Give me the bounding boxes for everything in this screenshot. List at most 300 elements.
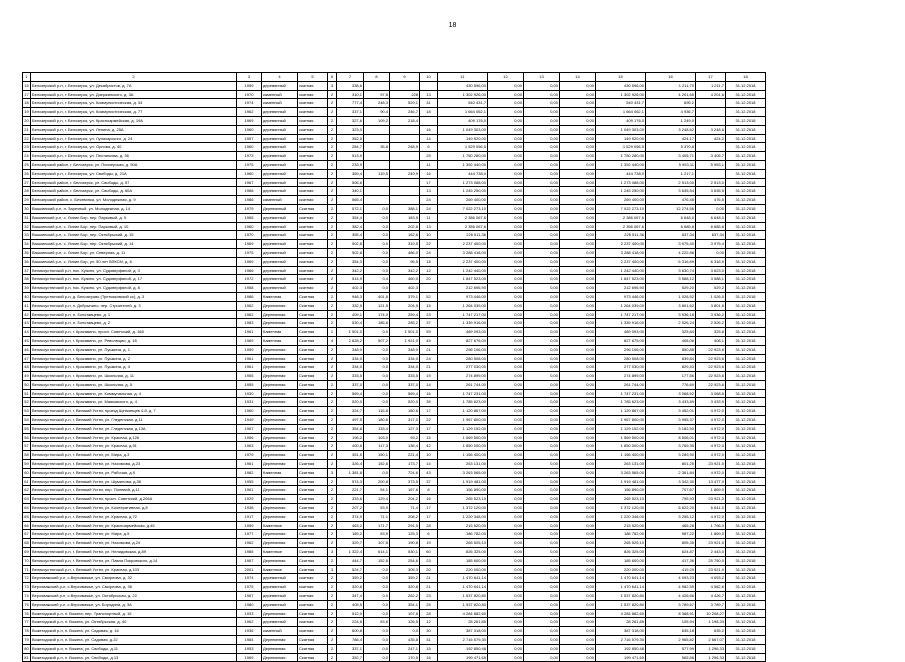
table-cell: 401,6 xyxy=(364,292,390,301)
table-cell: 35 xyxy=(23,248,31,257)
table-cell: 23 xyxy=(420,592,438,601)
table-cell: 0,00 xyxy=(524,380,560,389)
table-cell: Великоустюгский р-н, пос. Кузино, ул. Судоверфяной, д. 8 xyxy=(31,284,237,293)
table-cell: 0,00 xyxy=(560,486,596,495)
table-cell: 21 xyxy=(420,583,438,592)
table-cell: 400,8 xyxy=(337,442,364,451)
table-cell: Каменная xyxy=(262,328,298,337)
table-cell: 1 129 152,00 xyxy=(596,424,646,433)
table-cell: 0,00 xyxy=(524,451,560,460)
table-cell: 1961 xyxy=(237,354,262,363)
table-cell: 15 xyxy=(23,81,31,90)
table-cell: 850,88 xyxy=(646,345,696,354)
table-cell: 0,00 xyxy=(524,424,560,433)
table-cell: 8 xyxy=(420,486,438,495)
table-cell: Вашкинский р-н, с. Липин Бор, пер. Парковый, д. 10 xyxy=(31,222,237,231)
table-cell: 1 198,33 xyxy=(696,618,726,627)
table-cell: 60 xyxy=(23,468,31,477)
table-cell: Великоустюгский р-н, г. Великий Устюг, ул. Нахимова, д.24 xyxy=(31,539,237,548)
table-cell: 2 xyxy=(328,380,337,389)
table-cell: 162,6 xyxy=(390,231,420,240)
table-cell: Вашкинский р-н, с. Липин Бор, пер. Парковый, д. 9 xyxy=(31,213,237,222)
table-cell: 280 508,00 xyxy=(596,354,646,363)
table-cell: 247,1 xyxy=(390,644,420,653)
table-cell: 0,00 xyxy=(524,565,560,574)
table-cell: Белозерский район, г. Белозерск, ул. Свободы, д. 57 xyxy=(31,178,237,187)
table-cell: 3 xyxy=(328,548,337,557)
table-cell: 1 264 039,00 xyxy=(438,301,488,310)
table-cell: 15 xyxy=(420,433,438,442)
page-number: 18 xyxy=(448,22,457,29)
table-cell: 795,93 xyxy=(646,495,696,504)
table-cell: 2 356 067,6 xyxy=(438,222,488,231)
table-cell: 0,00 xyxy=(488,609,524,618)
table-row xyxy=(23,583,766,592)
table-cell: 0,00 xyxy=(560,433,596,442)
table-cell: 3 248,62 xyxy=(646,125,696,134)
table-cell: Деревянная xyxy=(262,398,298,407)
table-cell: 54,1 xyxy=(364,486,390,495)
table-cell: 0,00 xyxy=(560,495,596,504)
table-cell: 0,00 xyxy=(524,240,560,249)
table-cell: 0,00 xyxy=(560,160,596,169)
table-cell: 1 392 440,00 xyxy=(596,160,646,169)
table-cell: 23 921,0 xyxy=(696,539,726,548)
table-cell: 0,00 xyxy=(696,248,726,257)
table-cell: 2 xyxy=(328,451,337,460)
table-cell: Деревянная xyxy=(262,319,298,328)
table-cell: Вожегодский р-н, п. Вожега, ул. Октябрьская, д. 40 xyxy=(31,618,237,627)
table-cell: 319,5 xyxy=(390,240,420,249)
register-table xyxy=(22,72,766,662)
table-cell: 129,4 xyxy=(364,495,390,504)
table-cell: Деревянная xyxy=(262,512,298,521)
table-cell: 1967 xyxy=(237,556,262,565)
table-cell: 0,00 xyxy=(524,81,560,90)
table-cell: 1 273 088,00 xyxy=(438,178,488,187)
table-cell: Великоустюгский р-н, г. Красавино, просп. Советский, д. 168 xyxy=(31,328,237,337)
table-cell: 1959 xyxy=(237,345,262,354)
table-cell: 107,8 xyxy=(390,609,420,618)
table-cell: 0,00 xyxy=(488,636,524,645)
table-cell: 2 xyxy=(328,152,337,161)
table-row xyxy=(23,389,766,398)
table-cell: 2 xyxy=(328,407,337,416)
table-cell: Скатная xyxy=(298,372,328,381)
table-cell: 2 xyxy=(328,389,337,398)
table-cell: Великоустюгский р-н, г. Красавино, ул. Пушкина, д. 1 xyxy=(31,345,237,354)
table-cell: 0,00 xyxy=(488,345,524,354)
table-cell: 46 xyxy=(23,345,31,354)
table-cell: 4 xyxy=(328,336,337,345)
table-cell: 776,69 xyxy=(646,380,696,389)
table-cell: 352,5 xyxy=(337,134,364,143)
table-cell: 520,0 xyxy=(390,398,420,407)
table-cell: 0,00 xyxy=(488,618,524,627)
table-row xyxy=(23,231,766,240)
table-cell: 2 xyxy=(328,266,337,275)
table-cell: 4 426,7 xyxy=(696,592,726,601)
table-cell: 1969 xyxy=(237,116,262,125)
table-cell xyxy=(696,169,726,178)
table-cell: 2 xyxy=(328,301,337,310)
table-cell: 3 936,18 xyxy=(646,310,696,319)
table-cell: 0,00 xyxy=(488,521,524,530)
table-cell: Верховажский р-н, с.Верховажье, ул. Октябрьская, д. 22 xyxy=(31,592,237,601)
table-cell: 127,3 xyxy=(390,424,420,433)
table-cell: 2 628,2 xyxy=(337,336,364,345)
column-number: 16 xyxy=(646,73,696,82)
table-cell: Вожегодский р-н, п. Вожега, ул. Свободы, д.11 xyxy=(31,644,237,653)
table-cell: Каменные xyxy=(262,548,298,557)
table-cell: скатная xyxy=(298,266,328,275)
table-row xyxy=(23,160,766,169)
table-cell: 207,2 xyxy=(337,504,364,513)
table-cell: 0,00 xyxy=(488,134,524,143)
table-row xyxy=(23,319,766,328)
table-cell: 31.12.2018 xyxy=(726,257,766,266)
table-cell: 31 xyxy=(420,636,438,645)
table-cell: 0,0 xyxy=(364,389,390,398)
table-cell: 0,00 xyxy=(488,231,524,240)
table-header-row xyxy=(23,73,766,82)
table-cell: 0,00 xyxy=(488,407,524,416)
table-cell: 334,0 xyxy=(337,363,364,372)
table-cell: 4 972,0 xyxy=(696,424,726,433)
table-cell: 2 667,07 xyxy=(696,636,726,645)
column-number: 15 xyxy=(596,73,646,82)
table-cell: 2 xyxy=(328,125,337,134)
table-cell: 635,18 xyxy=(646,627,696,636)
table-cell: 24 xyxy=(420,248,438,257)
table-cell: 1 967 800,00 xyxy=(438,416,488,425)
table-cell: 0,00 xyxy=(488,442,524,451)
table-cell: 0,00 xyxy=(524,583,560,592)
table-cell: 199 471,65 xyxy=(596,653,646,662)
table-cell: 2 386 067,6 xyxy=(438,213,488,222)
table-cell: 0,00 xyxy=(524,460,560,469)
table-cell: 0,00 xyxy=(488,592,524,601)
table-cell: 2 xyxy=(328,504,337,513)
table-cell: 512,0 xyxy=(337,609,364,618)
table-cell: 0,00 xyxy=(524,204,560,213)
table-cell: Великоустюгский р-н, г. Великий Устюг, ул. Красная, д.91 xyxy=(31,442,237,451)
table-row xyxy=(23,398,766,407)
table-cell: 0,0 xyxy=(364,636,390,645)
table-cell: 530,1 xyxy=(390,548,420,557)
table-cell: 1933 xyxy=(237,609,262,618)
table-cell: 31.12.2018 xyxy=(726,407,766,416)
table-cell: 1955 xyxy=(237,477,262,486)
table-cell: 0,00 xyxy=(524,160,560,169)
table-cell: 1980 xyxy=(237,600,262,609)
table-cell: 1930 xyxy=(237,389,262,398)
table-cell: 196,2 xyxy=(337,433,364,442)
table-cell: 22 xyxy=(420,416,438,425)
table-cell: 574,3 xyxy=(337,477,364,486)
table-cell: 1 220 348,00 xyxy=(438,512,488,521)
table-cell: 0,00 xyxy=(488,468,524,477)
table-cell: 31.12.2018 xyxy=(726,504,766,513)
table-cell: 1 796,0 xyxy=(696,521,726,530)
table-cell: 379,1 xyxy=(390,292,420,301)
table-cell: 1 529 056,5 xyxy=(596,143,646,152)
table-cell: 63 xyxy=(23,495,31,504)
table-cell: 1970 xyxy=(237,231,262,240)
table-cell: 1 847 523,00 xyxy=(596,275,646,284)
table-cell: 186 782,00 xyxy=(596,530,646,539)
table-cell: 460,0 xyxy=(390,275,420,284)
table-cell: 53,9 xyxy=(364,504,390,513)
table-cell: Деревянная xyxy=(262,539,298,548)
table-cell: 801,25 xyxy=(646,460,696,469)
table-cell: 0,0 xyxy=(364,328,390,337)
table-row xyxy=(23,354,766,363)
table-cell: скатная xyxy=(298,116,328,125)
table-cell: 0,00 xyxy=(560,618,596,627)
table-row xyxy=(23,336,766,345)
table-cell: 73 xyxy=(23,583,31,592)
table-cell: 724,6 xyxy=(390,468,420,477)
table-row xyxy=(23,495,766,504)
table-cell: Скатная xyxy=(298,486,328,495)
table-cell: 180,6 xyxy=(390,407,420,416)
table-cell: 409 176,0 xyxy=(596,116,646,125)
table-cell: 0,00 xyxy=(524,266,560,275)
table-cell: 476,48 xyxy=(646,196,696,205)
table-cell: 1 120 867,00 xyxy=(438,407,488,416)
table-cell: 0,0 xyxy=(364,600,390,609)
table-cell: Скатная xyxy=(298,416,328,425)
table-cell: 0,00 xyxy=(524,187,560,196)
table-cell: 0,00 xyxy=(560,196,596,205)
table-cell: 263 131,00 xyxy=(596,460,646,469)
table-cell: 1983 xyxy=(237,319,262,328)
table-cell: 63,9 xyxy=(364,530,390,539)
table-row xyxy=(23,556,766,565)
table-cell: 31.12.2018 xyxy=(726,574,766,583)
table-cell: 31.12.2018 xyxy=(726,380,766,389)
table-cell: 2 237 400,00 xyxy=(438,257,488,266)
table-cell: Вожегодский р-н, п. Вожега, пер. Транспортный, д. 15 xyxy=(31,609,237,618)
table-cell: скатная xyxy=(298,592,328,601)
table-cell: 0,00 xyxy=(488,380,524,389)
table-row xyxy=(23,248,766,257)
table-cell: 0,00 xyxy=(488,389,524,398)
table-cell: 71,1 xyxy=(364,512,390,521)
table-cell: 0,00 xyxy=(560,81,596,90)
table-cell: 1953 xyxy=(237,644,262,653)
table-cell: 1 049 303,00 xyxy=(438,125,488,134)
table-cell: 1959 xyxy=(237,521,262,530)
table-cell: 190,8 xyxy=(390,539,420,548)
table-cell: Великоустюгский р-н, г. Красавино, ул. Школьная, д. 11 xyxy=(31,372,237,381)
table-cell: 55 xyxy=(23,424,31,433)
table-cell: 2 xyxy=(328,530,337,539)
table-cell: 0,00 xyxy=(560,345,596,354)
table-cell: 1 156 400,00 xyxy=(438,451,488,460)
table-cell: 540 431,7 xyxy=(438,99,488,108)
table-cell: 226 511,36 xyxy=(596,231,646,240)
table-cell: 1 537 820,80 xyxy=(596,592,646,601)
table-cell: 177,56 xyxy=(646,372,696,381)
table-cell: деревянный xyxy=(262,152,298,161)
table-cell: Скатная xyxy=(298,477,328,486)
table-cell: Белозерский р-н, г. Белозерск, ул. Дзержинского, д. 3А xyxy=(31,90,237,99)
table-cell: 332,5 xyxy=(337,301,364,310)
table-cell: 4 972,0 xyxy=(696,468,726,477)
table-cell: 167,6 xyxy=(390,486,420,495)
table-cell: Скатная xyxy=(298,442,328,451)
table-cell: 31.12.2018 xyxy=(726,644,766,653)
table-cell: 31.12.2018 xyxy=(726,328,766,337)
table-cell: Великоустюгский р-н, г. Красавино, ул. Революции, д. 18 xyxy=(31,336,237,345)
table-cell: деревянный xyxy=(262,592,298,601)
table-cell: скатная xyxy=(298,222,328,231)
table-cell: 3 263 565,00 xyxy=(438,468,488,477)
table-cell: Скатная xyxy=(298,521,328,530)
table-cell: 19 xyxy=(23,108,31,117)
table-cell: 3 955,37 xyxy=(646,416,696,425)
table-cell: 31.12.2018 xyxy=(726,143,766,152)
table-cell: 17 xyxy=(23,90,31,99)
table-cell xyxy=(420,284,438,293)
table-cell: 826 325,00 xyxy=(438,548,488,557)
table-cell: 4 426,66 xyxy=(646,592,696,601)
table-cell: 1 850 000,00 xyxy=(438,442,488,451)
table-row xyxy=(23,240,766,249)
table-cell: 6 xyxy=(420,143,438,152)
table-cell: 0,00 xyxy=(560,275,596,284)
table-cell: 0,00 xyxy=(524,90,560,99)
table-cell: 506,6 xyxy=(337,178,364,187)
table-cell: 0,00 xyxy=(524,653,560,662)
table-cell: 56 xyxy=(23,433,31,442)
table-cell: 20 xyxy=(23,116,31,125)
table-cell: 22 923,6 xyxy=(696,363,726,372)
table-cell: 20 xyxy=(420,275,438,284)
table-cell: 0,00 xyxy=(488,336,524,345)
table-cell: 31 xyxy=(420,99,438,108)
table-cell: 0,00 xyxy=(560,354,596,363)
table-cell: 4 284 882,60 xyxy=(438,609,488,618)
table-cell: 31.12.2018 xyxy=(726,319,766,328)
table-cell: 1984 xyxy=(237,636,262,645)
table-row xyxy=(23,618,766,627)
table-cell: 0,00 xyxy=(560,574,596,583)
table-cell xyxy=(390,81,420,90)
table-cell: 408,06 xyxy=(646,336,696,345)
table-cell: 1 217,1 xyxy=(646,169,696,178)
table-cell: 1 129 152,00 xyxy=(438,424,488,433)
table-cell: 285,2 xyxy=(390,319,420,328)
table-cell: Деревянная xyxy=(262,433,298,442)
table-cell: 1 372 120,00 xyxy=(596,504,646,513)
table-cell: 1963 xyxy=(237,442,262,451)
table-cell: 0,00 xyxy=(560,644,596,653)
table-cell: 2 xyxy=(328,495,337,504)
table-cell: 6 685,8 xyxy=(696,222,726,231)
table-cell xyxy=(420,81,438,90)
table-cell: Белозерский район, г. Белозерск, ул. Пионерская, д. 50А xyxy=(31,160,237,169)
table-cell: 291,5 xyxy=(390,521,420,530)
table-cell: Деревянная xyxy=(262,653,298,662)
table-cell: 387 318,00 xyxy=(438,627,488,636)
table-cell: 14 xyxy=(420,460,438,469)
table-cell: Деревянная xyxy=(262,644,298,653)
table-cell: 635,2 xyxy=(696,627,726,636)
table-row xyxy=(23,301,766,310)
table-row xyxy=(23,600,766,609)
table-cell: 1968 xyxy=(237,187,262,196)
table-cell: деревянный xyxy=(262,125,298,134)
table-cell: 0,00 xyxy=(524,275,560,284)
table-cell: 2 xyxy=(328,618,337,627)
table-cell: 1967 xyxy=(237,178,262,187)
table-cell: 0,00 xyxy=(488,372,524,381)
table-cell: 1958 xyxy=(237,284,262,293)
table-cell: 359,2 xyxy=(337,574,364,583)
table-cell: Деревянная xyxy=(262,424,298,433)
table-cell: 347,4 xyxy=(337,592,364,601)
table-cell: 54 xyxy=(23,416,31,425)
table-cell: 973 446,00 xyxy=(596,292,646,301)
table-cell: 0,00 xyxy=(524,389,560,398)
table-cell: 1 919 481,00 xyxy=(438,477,488,486)
table-cell: 444 738,0 xyxy=(438,169,488,178)
column-number: 3 xyxy=(237,73,262,82)
table-cell: 529,1 xyxy=(390,99,420,108)
table-row xyxy=(23,187,766,196)
column-number: 10 xyxy=(420,73,438,82)
table-cell: 507,2 xyxy=(364,336,390,345)
table-cell: 1929 xyxy=(237,495,262,504)
table-cell: 0,00 xyxy=(524,143,560,152)
table-cell: 200,8 xyxy=(364,477,390,486)
table-cell: 35,8 xyxy=(364,143,390,152)
table-cell: Великоустюгский р-н, г. Великий Устюг, пер. Полевой, д.11 xyxy=(31,486,237,495)
table-cell: 24 xyxy=(23,152,31,161)
table-row xyxy=(23,266,766,275)
table-cell: деревянный xyxy=(262,213,298,222)
table-cell: 2 237 400,00 xyxy=(596,257,646,266)
table-cell: 0,00 xyxy=(696,204,726,213)
table-cell: 497,5 xyxy=(337,416,364,425)
table-row xyxy=(23,108,766,117)
table-cell: Деревянная xyxy=(262,556,298,565)
table-cell: 0,4 xyxy=(364,275,390,284)
table-cell: 3 801,62 xyxy=(646,301,696,310)
table-row xyxy=(23,257,766,266)
table-cell: 0,00 xyxy=(524,548,560,557)
table-cell: 39 xyxy=(23,284,31,293)
table-cell xyxy=(364,187,390,196)
table-cell: 382,4 xyxy=(337,222,364,231)
table-cell: 220 000,00 xyxy=(438,565,488,574)
table-cell: 359,2 xyxy=(390,574,420,583)
table-cell: 3 769,35 xyxy=(646,442,696,451)
table-cell: Каменная xyxy=(262,336,298,345)
table-cell: 0,00 xyxy=(488,160,524,169)
table-cell: 0,00 xyxy=(560,600,596,609)
table-cell: 0,00 xyxy=(488,116,524,125)
table-cell: 829,43 xyxy=(646,363,696,372)
table-cell: 31.12.2018 xyxy=(726,495,766,504)
table-cell: 2 513,0 xyxy=(696,178,726,187)
table-cell: Деревянная xyxy=(262,407,298,416)
table-cell: 3 635,54 xyxy=(646,187,696,196)
table-cell xyxy=(364,134,390,143)
